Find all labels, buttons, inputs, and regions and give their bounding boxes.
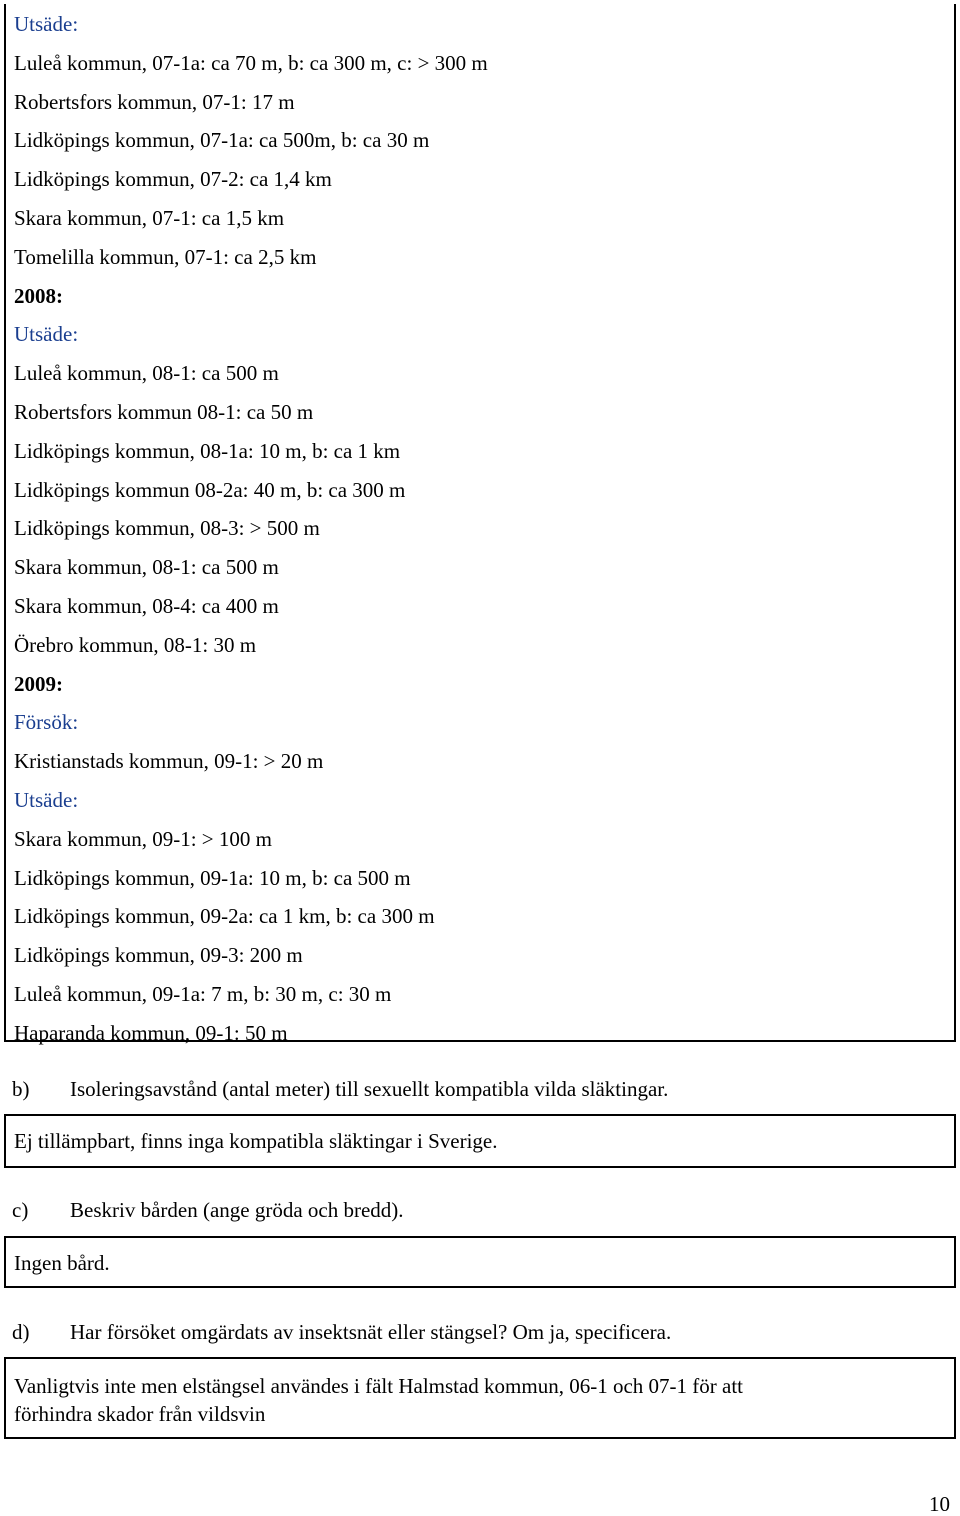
section-heading: Utsäde: bbox=[14, 322, 79, 347]
question-c-text: Beskriv bården (ange gröda och bredd). bbox=[70, 1198, 404, 1222]
answer-box-c bbox=[4, 1236, 956, 1288]
year-heading: 2008: bbox=[14, 283, 63, 308]
list-item: Skara kommun, 08-4: ca 400 m bbox=[14, 594, 279, 618]
year-heading: 2009: bbox=[14, 671, 63, 696]
question-b-text: Isoleringsavstånd (antal meter) till sexuellt kompatibla vilda släktingar. bbox=[70, 1077, 669, 1101]
question-b-letter: b) bbox=[12, 1077, 30, 1101]
answer-box-isolation-distances bbox=[4, 4, 956, 1045]
list-item: Skara kommun, 09-1: > 100 m bbox=[14, 826, 272, 851]
list-item: Lidköpings kommun, 09-3: 200 m bbox=[14, 943, 303, 968]
answer-b-text: Ej tillämpbart, finns inga kompatibla släktingar i Sverige. bbox=[14, 1129, 498, 1153]
answer-box-b bbox=[4, 1114, 956, 1168]
list-item: Lidköpings kommun, 07-2: ca 1,4 km bbox=[14, 167, 332, 192]
list-item: Luleå kommun, 07-1a: ca 70 m, b: ca 300 m, c: > 300 m bbox=[14, 50, 488, 75]
list-item: Lidköpings kommun, 09-2a: ca 1 km, b: ca 300 m bbox=[14, 904, 435, 929]
question-c-letter: c) bbox=[12, 1198, 29, 1222]
answer-d-line-2: förhindra skador från vildsvin bbox=[14, 1402, 266, 1426]
page-number: 10 bbox=[929, 1492, 950, 1516]
list-item: Skara kommun, 07-1: ca 1,5 km bbox=[14, 206, 285, 230]
list-item: Luleå kommun, 09-1a: 7 m, b: 30 m, c: 30 m bbox=[14, 982, 392, 1006]
list-item: Luleå kommun, 08-1: ca 500 m bbox=[14, 361, 279, 386]
question-b bbox=[12, 1077, 668, 1101]
section-heading: Utsäde: bbox=[14, 788, 79, 812]
list-item: Lidköpings kommun, 07-1a: ca 500m, b: ca 30 m bbox=[14, 128, 430, 153]
list-item: Lidköpings kommun, 09-1a: 10 m, b: ca 500 m bbox=[14, 865, 411, 890]
list-item: Lidköpings kommun, 08-3: > 500 m bbox=[14, 516, 320, 541]
answer-c-text: Ingen bård. bbox=[14, 1251, 110, 1275]
question-d bbox=[12, 1320, 671, 1344]
answer-box-d bbox=[4, 1357, 956, 1439]
list-item: Skara kommun, 08-1: ca 500 m bbox=[14, 555, 279, 580]
section-heading: Utsäde: bbox=[14, 12, 79, 36]
question-d-letter: d) bbox=[12, 1320, 30, 1344]
list-item: Haparanda kommun, 09-1: 50 m bbox=[14, 1020, 288, 1045]
list-item: Robertsfors kommun 08-1: ca 50 m bbox=[14, 400, 314, 424]
list-item: Kristianstads kommun, 09-1: > 20 m bbox=[14, 749, 324, 774]
question-c bbox=[12, 1198, 404, 1222]
question-d-text: Har försöket omgärdats av insektsnät eller stängsel? Om ja, specificera. bbox=[70, 1320, 672, 1344]
list-item: Örebro kommun, 08-1: 30 m bbox=[14, 632, 257, 657]
section-heading: Försök: bbox=[14, 710, 79, 735]
list-item: Robertsfors kommun, 07-1: 17 m bbox=[14, 89, 295, 114]
list-item: Lidköpings kommun 08-2a: 40 m, b: ca 300 m bbox=[14, 477, 406, 502]
answer-d-line-1: Vanligtvis inte men elstängsel användes i fält Halmstad kommun, 06-1 och 07-1 för att bbox=[14, 1374, 744, 1398]
list-item: Lidköpings kommun, 08-1a: 10 m, b: ca 1 km bbox=[14, 438, 401, 463]
list-item: Tomelilla kommun, 07-1: ca 2,5 km bbox=[14, 244, 317, 269]
